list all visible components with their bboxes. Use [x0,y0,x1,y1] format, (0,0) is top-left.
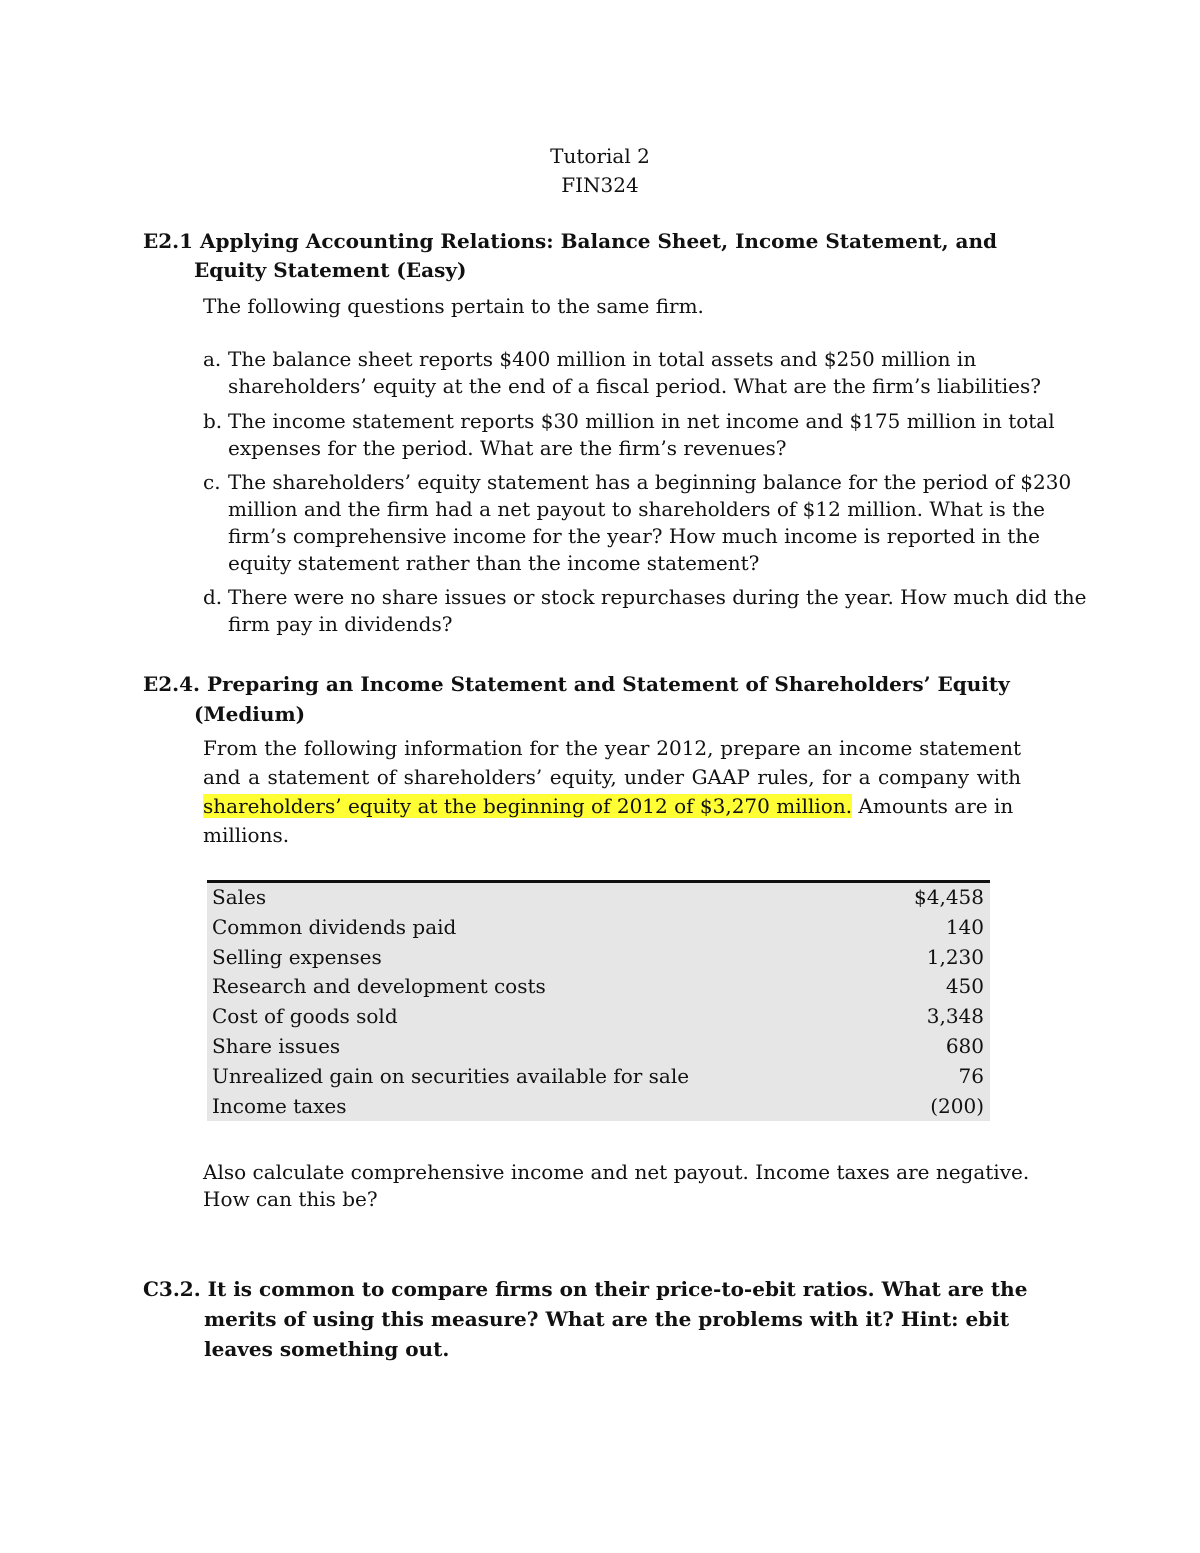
row-label: Research and development costs [212,974,546,999]
table-row [207,913,990,943]
table-row [207,1002,990,1032]
item-line: There were no share issues or stock repurchases during the year. How much did the [228,585,1087,609]
case-line: merits of using this measure? What are the problems with it? Hint: ebit [204,1307,1010,1331]
row-amount: 76 [958,1063,984,1088]
item-line: The income statement reports $30 million in net income and $175 million in total [228,409,1055,433]
case-line: leaves something out. [204,1337,450,1361]
item-line: equity statement rather than the income statement? [228,551,760,575]
table-row [207,883,990,913]
item-line: firm pay in dividends? [228,612,453,636]
exercise-title-line1: Preparing an Income Statement and Statement of Shareholders’ Equity [206,672,1010,696]
item-line: firm’s comprehensive income for the year? How much income is reported in the [228,524,1041,548]
row-amount: 450 [945,974,984,999]
row-label: Cost of goods sold [212,1004,398,1029]
row-amount: 680 [945,1033,984,1058]
para-line: From the following information for the year 2012, prepare an income statement [203,736,1021,760]
table-row [207,943,990,973]
highlighted-text: shareholders’ equity at the beginning of 2012 of $3,270 million. [203,794,853,818]
financial-data-table [207,880,990,1121]
exercise-title-line1: Applying Accounting Relations: Balance Sheet, Income Statement, and [200,229,998,253]
table-row [207,972,990,1002]
row-label: Income taxes [212,1093,347,1118]
item-line: The shareholders’ equity statement has a beginning balance for the period of $230 [228,470,1072,494]
para-line: and a statement of shareholders’ equity, under GAAP rules, for a company with [203,765,1021,789]
exercise-e21-heading [143,227,997,256]
item-letter: c. [203,470,221,494]
table-row [207,1092,990,1122]
para-line: millions. [203,823,290,847]
para-line: How can this be? [203,1187,378,1211]
item-letter: a. [203,347,222,371]
case-number: C3.2. [143,1277,201,1301]
course-code: FIN324 [561,173,639,197]
row-label: Unrealized gain on securities available for sale [212,1063,690,1088]
item-line: million and the firm had a net payout to shareholders of $12 million. What is the [228,497,1045,521]
item-letter: b. [203,409,223,433]
row-label: Common dividends paid [212,914,457,939]
exercise-e24-heading-cont: (Medium) [194,702,306,726]
table-row [207,1032,990,1062]
exercise-number: E2.4. [143,672,201,696]
case-line: It is common to compare firms on their price-to-ebit ratios. What are the [207,1277,1028,1301]
row-label: Selling expenses [212,944,382,969]
row-amount: 140 [945,914,984,939]
table-row [207,1062,990,1092]
e21-intro: The following questions pertain to the same firm. [203,294,704,318]
row-label: Share issues [212,1033,341,1058]
e24-followup [203,1159,1029,1213]
row-amount: (200) [930,1093,984,1118]
page-title: Tutorial 2 [550,144,650,168]
row-amount: 3,348 [926,1004,984,1029]
item-line: The balance sheet reports $400 million in total assets and $250 million in [228,347,977,371]
item-line: expenses for the period. What are the firm’s revenues? [228,436,787,460]
case-c32 [143,1274,1027,1364]
exercise-e24-heading [143,670,1010,699]
para-text: Amounts are in [852,794,1014,818]
item-line: shareholders’ equity at the end of a fiscal period. What are the firm’s liabilities? [228,374,1041,398]
para-line: Also calculate comprehensive income and net payout. Income taxes are negative. [203,1160,1030,1184]
e24-instructions [203,734,1021,850]
item-letter: d. [203,585,223,609]
exercise-e21-heading-cont: Equity Statement (Easy) [194,258,467,282]
exercise-number: E2.1 [143,229,194,253]
row-label: Sales [212,885,267,909]
para-line-highlighted [203,792,1021,821]
row-amount: $4,458 [914,885,984,909]
row-amount: 1,230 [926,944,984,969]
